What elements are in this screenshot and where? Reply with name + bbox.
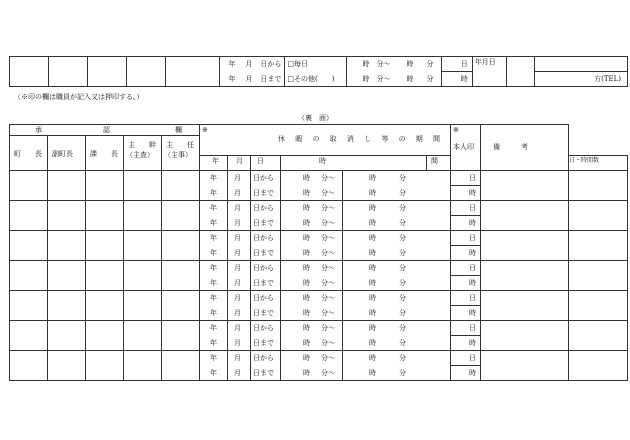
- top-form-row: [9, 56, 628, 87]
- from-month: 月: [228, 231, 251, 246]
- mayor-header: 町 長: [10, 136, 48, 171]
- chief2-stamp[interactable]: [162, 231, 200, 261]
- until-time-1: 時 分〜: [281, 246, 343, 261]
- from-day: 日から: [251, 321, 281, 336]
- remarks-cell[interactable]: [569, 231, 628, 261]
- chief1-stamp[interactable]: [124, 201, 162, 231]
- personal-stamp[interactable]: [481, 351, 569, 381]
- until-time-1: 時 分〜: [281, 366, 343, 381]
- until-day: 日まで: [251, 366, 281, 381]
- until-time-2: 時 分: [343, 306, 451, 321]
- remarks-cell[interactable]: [569, 351, 628, 381]
- mayor-stamp[interactable]: [10, 171, 48, 201]
- from-year: 年: [200, 291, 228, 306]
- days-count[interactable]: 日: [451, 171, 481, 186]
- approval-header: 承 認 欄: [10, 125, 200, 136]
- until-month: 月: [228, 186, 251, 201]
- footnote: （※印の欄は職員が記入又は押印する。）: [14, 93, 144, 101]
- until-day: 日まで: [251, 186, 281, 201]
- until-month: 月: [228, 276, 251, 291]
- col-days-hours: 日・時間数: [569, 156, 628, 171]
- until-time-2: 時 分: [343, 366, 451, 381]
- mayor-stamp[interactable]: [10, 321, 48, 351]
- top-cell-4: [127, 57, 166, 87]
- period-header: ※ 休 暇 の 取 消 し 等 の 期 間: [200, 125, 451, 156]
- from-time-1: 時 分〜: [281, 261, 343, 276]
- col-year: 年: [200, 156, 228, 171]
- until-year: 年: [200, 336, 228, 351]
- until-time-1: 時 分〜: [281, 216, 343, 231]
- from-day: 日から: [251, 231, 281, 246]
- from-time-1: 時 分〜: [281, 231, 343, 246]
- until-year: 年: [200, 366, 228, 381]
- section-stamp[interactable]: [86, 201, 124, 231]
- until-time-1: 時 分〜: [281, 186, 343, 201]
- from-month: 月: [228, 291, 251, 306]
- from-day: 日から: [251, 171, 281, 186]
- remarks-cell[interactable]: [569, 261, 628, 291]
- from-time-2: 時 分: [343, 291, 451, 306]
- from-year: 年: [200, 171, 228, 186]
- col-hour: 時: [281, 156, 427, 171]
- hours-count[interactable]: 時: [451, 306, 481, 321]
- until-time-2: 時 分: [343, 246, 451, 261]
- until-time-1: 時 分〜: [281, 306, 343, 321]
- from-month: 月: [228, 351, 251, 366]
- chief2-header: 主 任 （主事）: [162, 136, 200, 171]
- from-year: 年: [200, 351, 228, 366]
- from-time-2: 時 分: [343, 351, 451, 366]
- chief1-stamp[interactable]: [124, 261, 162, 291]
- until-time-2: 時 分: [343, 186, 451, 201]
- stamp-header: ※ 本人印: [451, 125, 481, 171]
- remarks-cell[interactable]: [569, 171, 628, 201]
- until-time-1: 時 分〜: [281, 336, 343, 351]
- from-day: 日から: [251, 201, 281, 216]
- from-month: 月: [228, 171, 251, 186]
- days-count[interactable]: 日: [451, 231, 481, 246]
- until-month: 月: [228, 366, 251, 381]
- until-month: 月: [228, 216, 251, 231]
- remarks-cell[interactable]: [569, 291, 628, 321]
- from-month: 月: [228, 321, 251, 336]
- hours-unit: 時: [441, 72, 472, 87]
- top-cell-3: [88, 57, 127, 87]
- deputy-stamp[interactable]: [48, 231, 86, 261]
- section-stamp[interactable]: [86, 231, 124, 261]
- from-time-1: 時 分〜: [281, 291, 343, 306]
- top-remarks-upper: [534, 57, 627, 72]
- tel-cell: 方(TEL): [534, 72, 627, 87]
- checkbox-other[interactable]: □その他( ): [285, 72, 346, 87]
- from-year: 年: [200, 321, 228, 336]
- from-day: 日から: [251, 291, 281, 306]
- until-year: 年: [200, 216, 228, 231]
- checkbox-daily[interactable]: □毎日: [285, 57, 346, 72]
- from-year: 年: [200, 261, 228, 276]
- from-time-2: 時 分: [343, 321, 451, 336]
- from-year: 年: [200, 231, 228, 246]
- mayor-stamp[interactable]: [10, 261, 48, 291]
- until-time-1: 時 分〜: [281, 276, 343, 291]
- hours-count[interactable]: 時: [451, 366, 481, 381]
- until-time-2: 時 分: [343, 336, 451, 351]
- chief1-header: 主 幹 （主査）: [124, 136, 162, 171]
- time-range-1: 時 分〜 時 分: [346, 57, 441, 72]
- days-count[interactable]: 日: [451, 291, 481, 306]
- section-stamp[interactable]: [86, 261, 124, 291]
- remarks-cell[interactable]: [569, 201, 628, 231]
- from-time-1: 時 分〜: [281, 351, 343, 366]
- until-year: 年: [200, 186, 228, 201]
- personal-stamp[interactable]: [481, 231, 569, 261]
- top-cell-1: [10, 57, 49, 87]
- top-cell-2: [49, 57, 88, 87]
- col-month: 月: [228, 156, 251, 171]
- personal-stamp[interactable]: [481, 321, 569, 351]
- until-year: 年: [200, 246, 228, 261]
- hours-count[interactable]: 時: [451, 276, 481, 291]
- top-cell-5: [166, 57, 220, 87]
- chief2-stamp[interactable]: [162, 261, 200, 291]
- hours-count[interactable]: 時: [451, 336, 481, 351]
- until-time-2: 時 分: [343, 276, 451, 291]
- until-year: 年: [200, 276, 228, 291]
- from-month: 月: [228, 201, 251, 216]
- from-time-1: 時 分〜: [281, 171, 343, 186]
- days-count[interactable]: 日: [451, 351, 481, 366]
- mayor-stamp[interactable]: [10, 231, 48, 261]
- chief2-stamp[interactable]: [162, 291, 200, 321]
- col-interval: 間: [427, 156, 451, 171]
- from-time-2: 時 分: [343, 231, 451, 246]
- from-time-2: 時 分: [343, 261, 451, 276]
- approval-table: [9, 124, 628, 381]
- from-year: 年: [200, 201, 228, 216]
- until-day: 日まで: [251, 246, 281, 261]
- section-stamp[interactable]: [86, 351, 124, 381]
- until-day: 日まで: [251, 216, 281, 231]
- deputy-stamp[interactable]: [48, 351, 86, 381]
- deputy-mayor-header: 副町長: [48, 136, 86, 171]
- section-stamp[interactable]: [86, 321, 124, 351]
- personal-stamp[interactable]: [481, 291, 569, 321]
- chief1-stamp[interactable]: [124, 171, 162, 201]
- top-stamp-cell: [506, 57, 534, 87]
- until-time-2: 時 分: [343, 216, 451, 231]
- col-day: 日: [251, 156, 281, 171]
- until-day: 日まで: [251, 276, 281, 291]
- chief2-stamp[interactable]: [162, 201, 200, 231]
- chief2-stamp[interactable]: [162, 171, 200, 201]
- period-from: 年 月 日から: [220, 57, 285, 72]
- time-range-2: 時 分〜 時 分: [346, 72, 441, 87]
- hours-count[interactable]: 時: [451, 186, 481, 201]
- deputy-stamp[interactable]: [48, 291, 86, 321]
- until-day: 日まで: [251, 306, 281, 321]
- until-day: 日まで: [251, 336, 281, 351]
- chief1-stamp[interactable]: [124, 351, 162, 381]
- personal-stamp[interactable]: [481, 171, 569, 201]
- until-year: 年: [200, 306, 228, 321]
- deputy-stamp[interactable]: [48, 261, 86, 291]
- from-day: 日から: [251, 351, 281, 366]
- from-time-1: 時 分〜: [281, 321, 343, 336]
- section-chief-header: 課 長: [86, 136, 124, 171]
- days-count[interactable]: 日: [451, 321, 481, 336]
- chief2-stamp[interactable]: [162, 321, 200, 351]
- hours-count[interactable]: 時: [451, 216, 481, 231]
- from-day: 日から: [251, 261, 281, 276]
- hours-count[interactable]: 時: [451, 246, 481, 261]
- deputy-stamp[interactable]: [48, 171, 86, 201]
- until-month: 月: [228, 336, 251, 351]
- until-month: 月: [228, 246, 251, 261]
- remarks-cell[interactable]: [569, 321, 628, 351]
- mayor-stamp[interactable]: [10, 201, 48, 231]
- chief1-stamp[interactable]: [124, 321, 162, 351]
- section-stamp[interactable]: [86, 171, 124, 201]
- date-cell: 年月日: [472, 57, 506, 87]
- personal-stamp[interactable]: [481, 201, 569, 231]
- from-month: 月: [228, 261, 251, 276]
- days-count[interactable]: 日: [451, 261, 481, 276]
- from-time-2: 時 分: [343, 201, 451, 216]
- from-time-1: 時 分〜: [281, 201, 343, 216]
- from-time-2: 時 分: [343, 171, 451, 186]
- until-month: 月: [228, 306, 251, 321]
- chief1-stamp[interactable]: [124, 291, 162, 321]
- mayor-stamp[interactable]: [10, 351, 48, 381]
- personal-stamp[interactable]: [481, 261, 569, 291]
- days-unit: 日: [441, 57, 472, 72]
- days-count[interactable]: 日: [451, 201, 481, 216]
- deputy-stamp[interactable]: [48, 201, 86, 231]
- section-stamp[interactable]: [86, 291, 124, 321]
- back-side-label: （裏 面）: [298, 114, 333, 122]
- period-until: 年 月 日まで: [220, 72, 285, 87]
- remarks-header: 備 考: [481, 125, 569, 171]
- chief2-stamp[interactable]: [162, 351, 200, 381]
- mayor-stamp[interactable]: [10, 291, 48, 321]
- chief1-stamp[interactable]: [124, 231, 162, 261]
- deputy-stamp[interactable]: [48, 321, 86, 351]
